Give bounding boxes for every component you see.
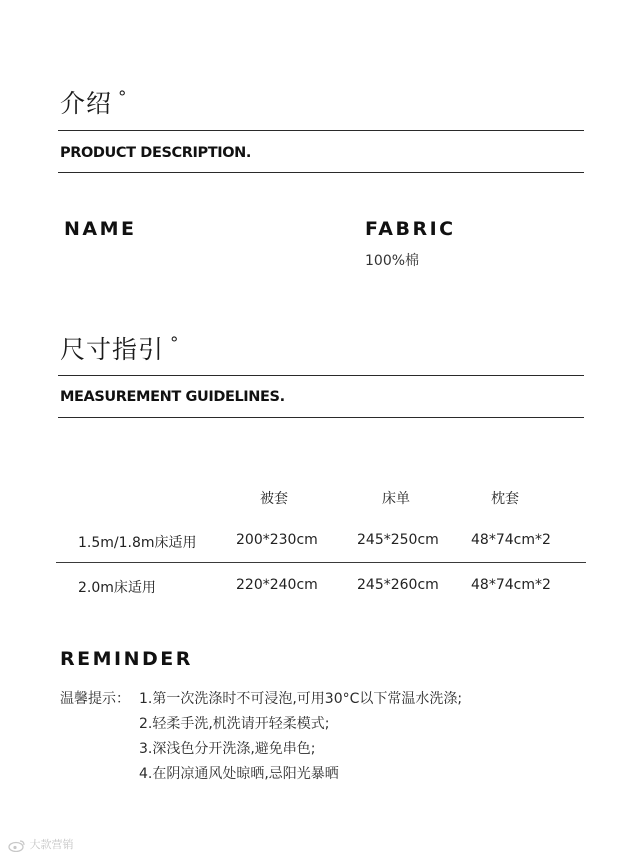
- size-guide-title-text: 尺寸指引: [60, 335, 165, 364]
- row-label: 1.5m/1.8m床适用: [78, 535, 197, 551]
- watermark: [8, 836, 74, 852]
- intro-title-text: 介绍: [60, 89, 113, 118]
- name-label: NAME: [64, 218, 137, 240]
- divider: [58, 375, 584, 376]
- divider: [58, 130, 584, 131]
- weibo-logo-icon: [8, 839, 26, 852]
- reminder-line-2: 2.轻柔手洗,机洗请开轻柔模式;: [139, 716, 330, 732]
- reminder-heading: REMINDER: [60, 648, 193, 670]
- row-label: 2.0m床适用: [78, 580, 156, 596]
- degree-mark: °: [118, 88, 128, 108]
- product-description-heading: PRODUCT DESCRIPTION.: [60, 145, 251, 161]
- degree-mark: °: [170, 334, 180, 354]
- size-guide-title: [60, 330, 180, 366]
- table-header-bed-sheet: 床单: [382, 491, 410, 507]
- cell-sheet-size: 245*260cm: [357, 577, 439, 593]
- fabric-label: FABRIC: [365, 218, 456, 240]
- reminder-line-4: 4.在阴凉通风处晾晒,忌阳光暴晒: [139, 766, 339, 782]
- watermark-text: 大款营销: [29, 838, 74, 851]
- cell-pillow-size: 48*74cm*2: [471, 532, 551, 548]
- fabric-value: 100%棉: [365, 253, 420, 269]
- reminder-prefix: 温馨提示：: [60, 691, 130, 707]
- divider: [58, 172, 584, 173]
- table-divider: [56, 562, 586, 563]
- divider: [58, 417, 584, 418]
- table-header-duvet-cover: 被套: [260, 491, 288, 507]
- reminder-line-3: 3.深浅色分开洗涤,避免串色;: [139, 741, 316, 757]
- cell-pillow-size: 48*74cm*2: [471, 577, 551, 593]
- cell-duvet-size: 200*230cm: [236, 532, 318, 548]
- measurement-guidelines-heading: MEASUREMENT GUIDELINES.: [60, 389, 285, 405]
- cell-sheet-size: 245*250cm: [357, 532, 439, 548]
- reminder-line-1: 1.第一次洗涤时不可浸泡,可用30°C以下常温水洗涤;: [139, 691, 463, 707]
- cell-duvet-size: 220*240cm: [236, 577, 318, 593]
- intro-title: [60, 84, 128, 120]
- table-header-pillowcase: 枕套: [491, 491, 519, 507]
